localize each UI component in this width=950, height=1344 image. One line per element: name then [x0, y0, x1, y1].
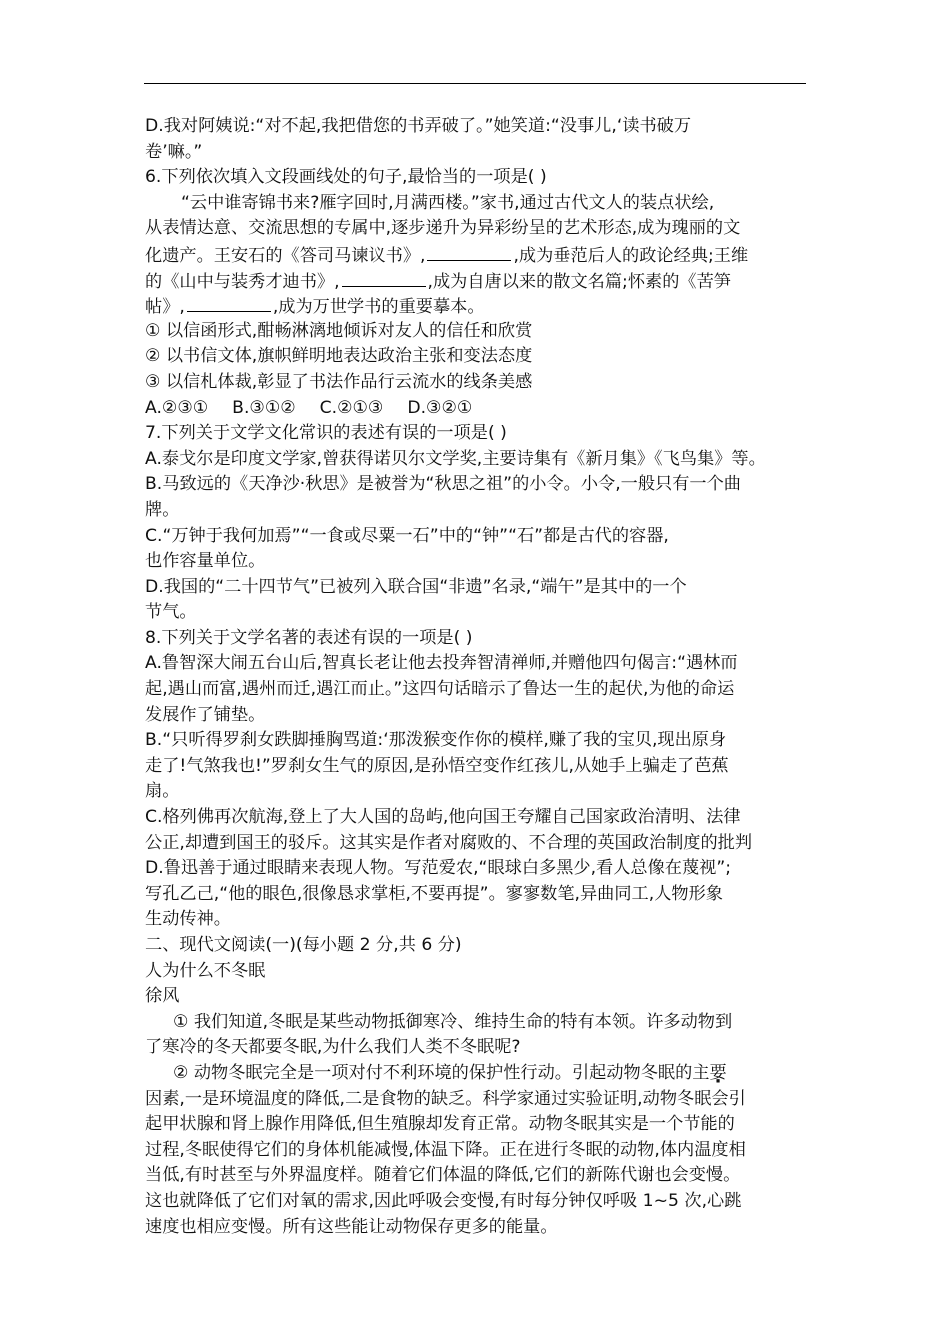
q8-line: 发展作了铺垫。 [145, 704, 266, 725]
q7-stem: 7.下列关于文学文化常识的表述有误的一项是( ) [145, 423, 507, 444]
q6-blank-1 [427, 242, 511, 261]
q6-item-2: ② 以书信文体,旗帜鲜明地表达政治主张和变法态度 [145, 346, 533, 367]
q6-passage-line-1: “云中谁寄锦书来?雁字回时,月满西楼。”家书,通过古代文人的装点状绘, [181, 192, 715, 213]
q6-passage-line-3 [145, 242, 807, 268]
q6-option-b: B.③①② [232, 397, 296, 418]
q8-line: 起,遇山而富,遇州而迁,遇江而止。”这四句话暗示了鲁达一生的起伏,为他的命运 [145, 679, 735, 700]
q8-line: 扇。 [145, 781, 180, 802]
q8-line: 公正,却遭到国王的驳斥。这其实是作者对腐败的、不合理的英国政治制度的批判 [145, 832, 753, 853]
para-2-line-1 [145, 1061, 807, 1087]
q6-passage-line-5-b: ,成为万世学书的重要摹本。 [272, 297, 485, 318]
q6-passage-line-3-b: ,成为垂范后人的政论经典;王维 [513, 245, 749, 266]
q6-passage-line-4-a: 的《山中与装秀才迪书》, [145, 271, 340, 292]
q7-line: 节气。 [145, 602, 197, 623]
section-heading: 二、现代文阅读(一)(每小题 2 分,共 6 分) [145, 935, 462, 955]
q8-line: 写孔乙己,“他的眼色,很像恳求掌柜,不要再提”。寥寥数笔,异曲同工,人物形象 [145, 883, 723, 904]
article-author: 徐风 [145, 986, 180, 1007]
q7-line: 牌。 [145, 499, 180, 520]
q6-option-c: C.②①③ [319, 397, 384, 418]
q5-option-d-line-2: 卷’嘛。” [145, 141, 203, 162]
q6-options [145, 396, 807, 422]
q6-passage-line-4 [145, 268, 807, 294]
q8-line: 生动传神。 [145, 909, 231, 930]
q6-item-1: ① 以信函形式,酣畅淋漓地倾诉对友人的信任和欣赏 [145, 320, 533, 341]
q8-line: 走了!气煞我也!”罗刹女生气的原因,是孙悟空变作红孩儿,从她手上骗走了芭蕉 [145, 755, 729, 776]
q6-passage-line-3-a: 化遗产。王安石的《答司马谏议书》, [145, 245, 426, 266]
q6-passage-line-4-b: ,成为自唐以来的散文名篇;怀素的《苦笋 [427, 271, 731, 292]
para-1-line-1: ① 我们知道,冬眠是某些动物抵御寒冷、维持生命的特有本领。许多动物到 [173, 1011, 733, 1032]
emphasis-dot-char: 要 [709, 1062, 727, 1083]
q8-line: D.鲁迅善于通过眼睛来表现人物。写范爱农,“眼球白多黑少,看人总像在蔑视”; [145, 858, 732, 879]
para-2-line: 当低,有时甚至与外界温度样。随着它们体温的降低,它们的新陈代谢也会变慢。 [145, 1165, 741, 1186]
q7-line: B.马致远的《天净沙·秋思》是被誉为“秋思之祖”的小令。小令,一般只有一个曲 [145, 474, 741, 495]
q8-line: A.鲁智深大闹五台山后,智真长老让他去投奔智清禅师,并赠他四句偈言:“遇林而 [145, 653, 738, 674]
para-2-line: 过程,冬眠使得它们的身体机能减慢,体温下降。正在进行冬眠的动物,体内温度相 [145, 1139, 746, 1160]
para-2-line: 起甲状腺和肾上腺作用降低,但生殖腺却发育正常。动物冬眠其实是一个节能的 [145, 1114, 735, 1135]
q6-option-d: D.③②① [407, 397, 473, 418]
q6-passage-line-2: 从表情达意、交流思想的专属中,逐步递升为异彩纷呈的艺术形态,成为瑰丽的文 [145, 218, 741, 239]
para-2-line: 速度也相应变慢。所有这些能让动物保存更多的能量。 [145, 1216, 558, 1237]
article-title: 人为什么不冬眠 [145, 960, 266, 981]
para-1-line-2: 了寒冷的冬天都要冬眠,为什么我们人类不冬眠呢? [145, 1037, 521, 1058]
q8-line: C.格列佛再次航海,登上了大人国的岛屿,他向国王夸耀自己国家政治清明、法律 [145, 807, 741, 828]
para-2-line: 这也就降低了它们对氧的需求,因此呼吸会变慢,有时每分钟仅呼吸 1~5 次,心跳 [145, 1190, 742, 1211]
q6-stem: 6.下列依次填入文段画线处的句子,最恰当的一项是( ) [145, 167, 547, 188]
q5-option-d-line-1: D.我对阿姨说:“对不起,我把借您的书弄破了。”她笑道:“没事儿,‘读书破万 [145, 116, 692, 136]
para-2-line: 因素,一是环境温度的降低,二是食物的缺乏。科学家通过实验证明,动物冬眠会引 [145, 1088, 746, 1109]
q6-item-3: ③ 以信札体裁,彰显了书法作品行云流水的线条美感 [145, 371, 533, 392]
q8-stem: 8.下列关于文学名著的表述有误的一项是( ) [145, 627, 473, 648]
q6-blank-2 [342, 268, 426, 287]
q6-option-a: A.②③① [145, 397, 209, 418]
exam-page-body [145, 114, 807, 1240]
q6-blank-3 [187, 293, 271, 312]
q8-line: B.“只听得罗刹女跌脚捶胸骂道:‘那泼猴变作你的模样,赚了我的宝贝,现出原身 [145, 730, 727, 751]
q6-passage-line-5 [145, 293, 807, 319]
header-rule [144, 83, 806, 84]
para-2-line-1-text: ② 动物冬眠完全是一项对付不利环境的保护性行动。引起动物冬眠的主 [173, 1062, 710, 1083]
q7-line: 也作容量单位。 [145, 551, 266, 572]
q7-line: D.我国的“二十四节气”已被列入联合国“非遗”名录,“端午”是其中的一个 [145, 576, 687, 597]
q6-passage-line-5-a: 帖》, [145, 297, 185, 318]
q7-line: A.泰戈尔是印度文学家,曾获得诺贝尔文学奖,主要诗集有《新月集》《飞鸟集》等。 [145, 448, 766, 469]
q7-line: C.“万钟于我何加焉”“一食或尽粟一石”中的“钟”“石”都是古代的容器, [145, 525, 669, 546]
